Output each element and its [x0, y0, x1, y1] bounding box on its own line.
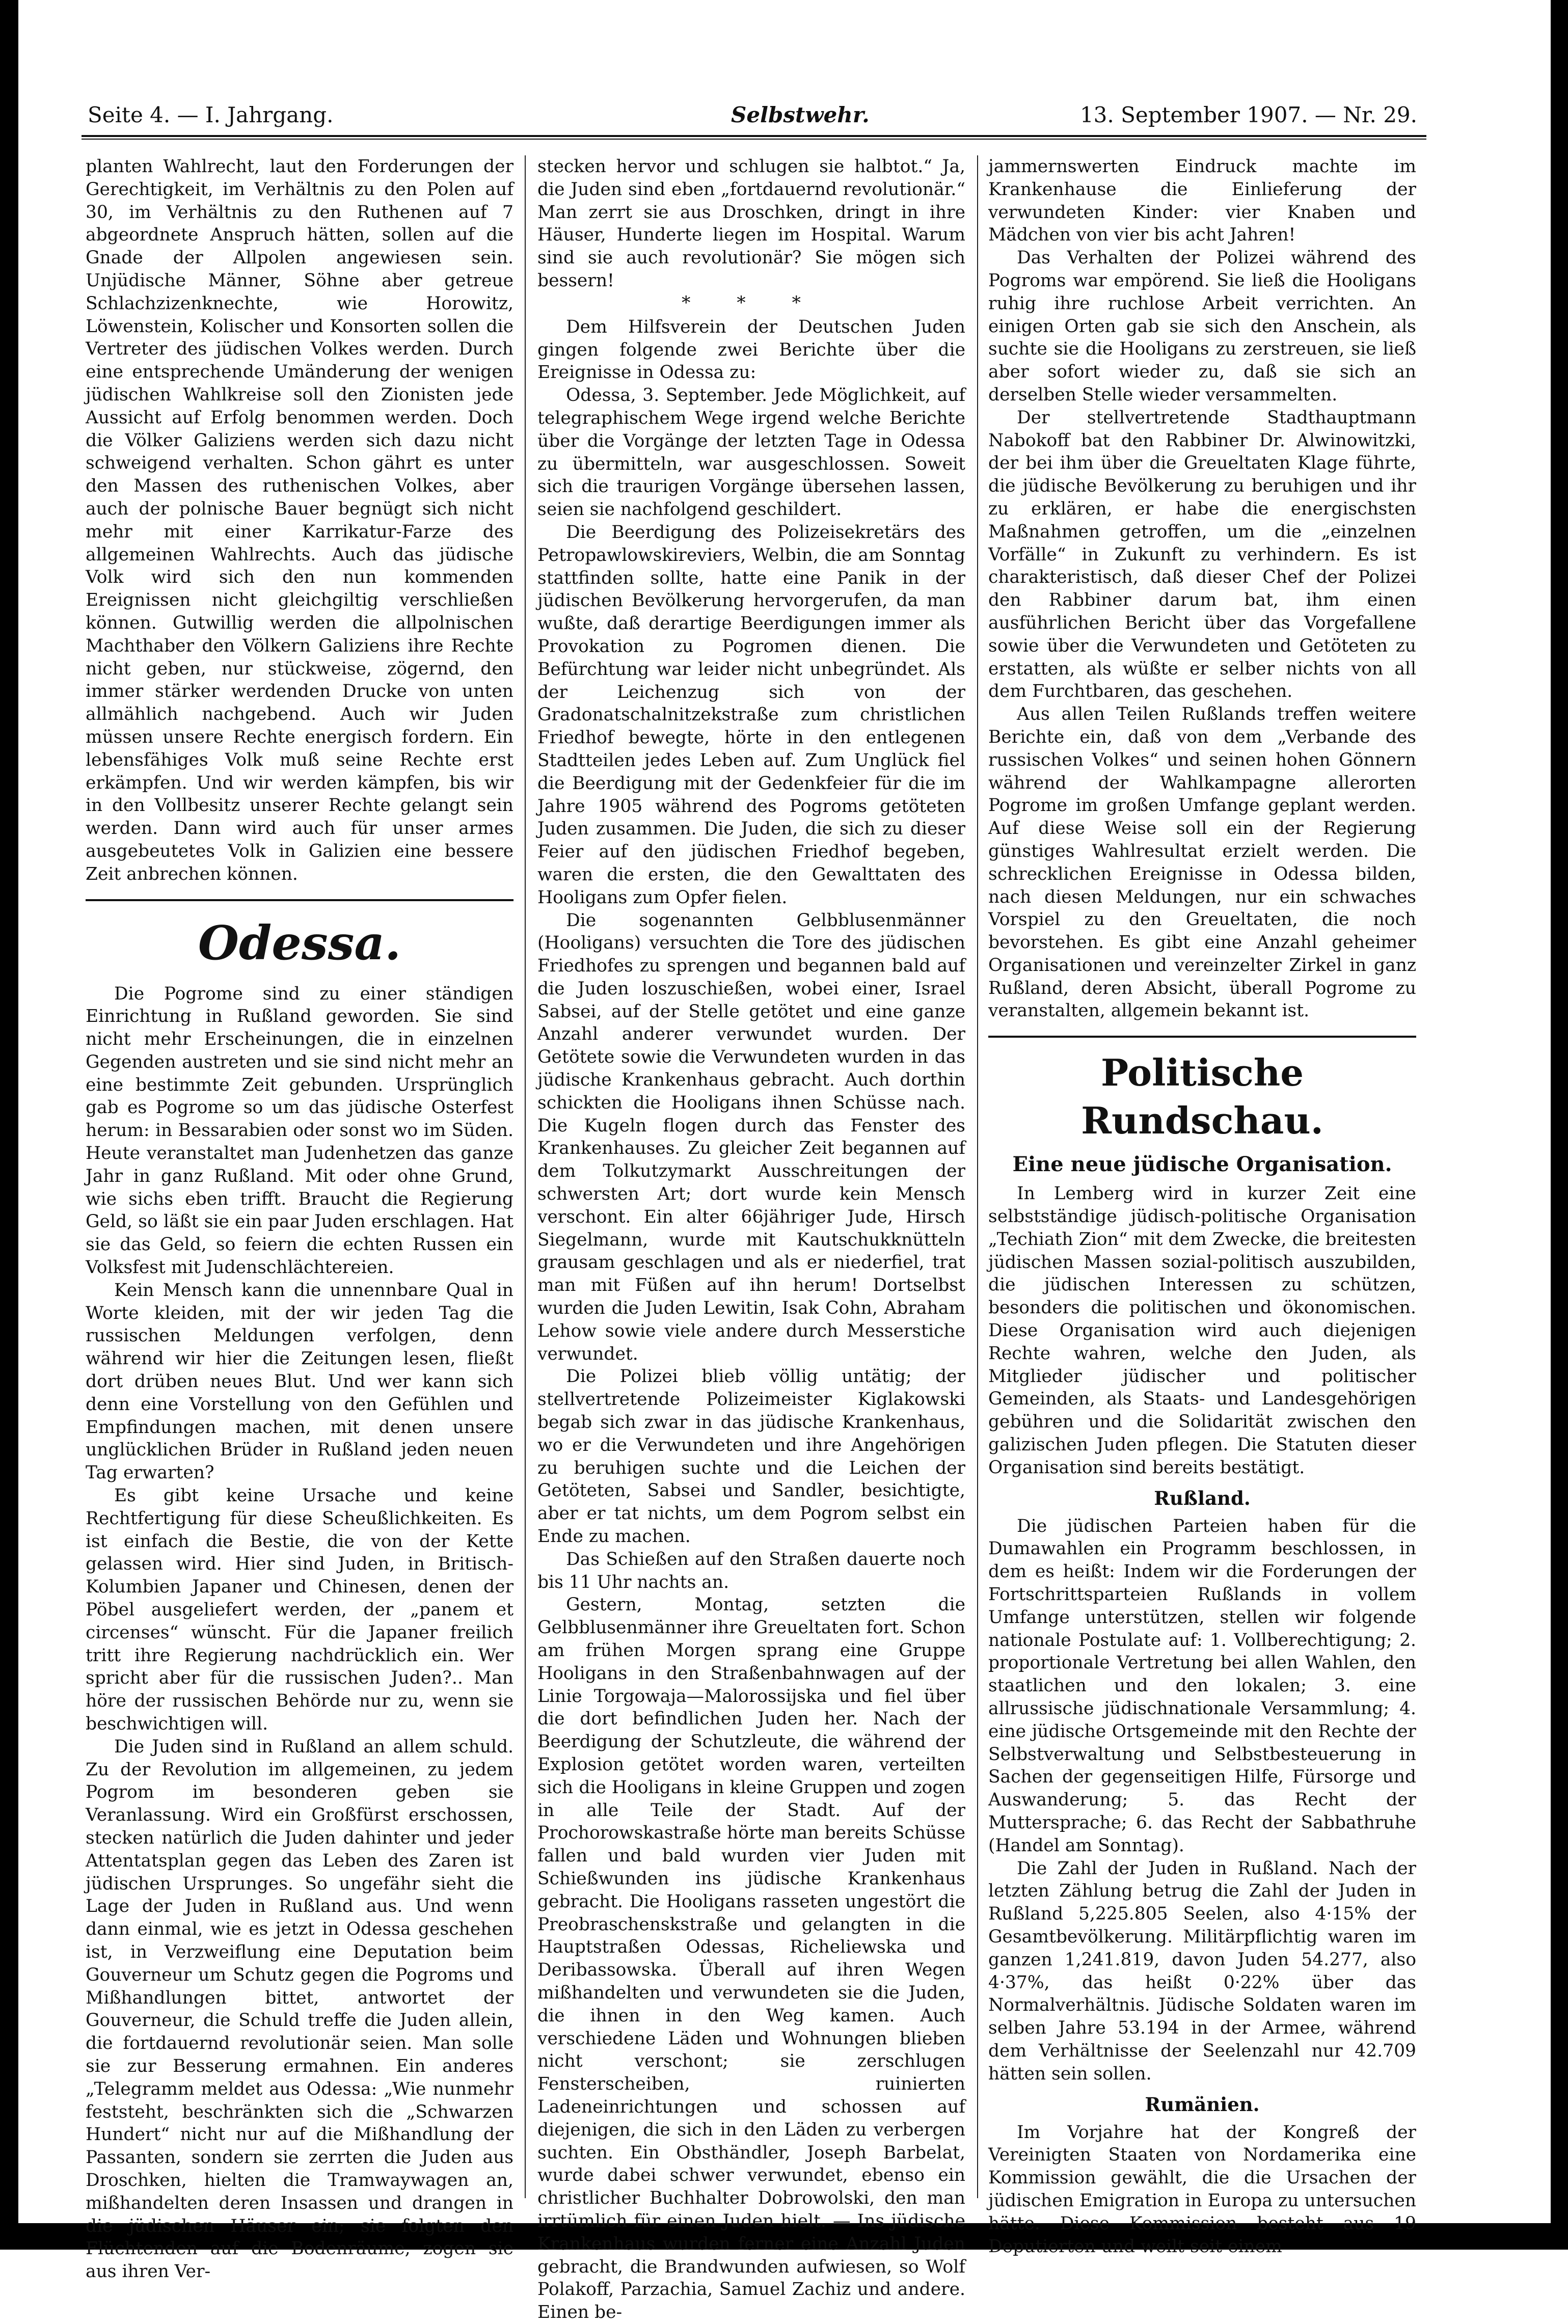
article-separator: [988, 1036, 1416, 1038]
article-paragraph: jammernswerten Eindruck machte im Krankenhause die Einlieferung der verwundeten Kinder: vier Knaben und Mädchen von vier bis acht Jahren!: [988, 156, 1416, 246]
subheading-russia: Rußland.: [1154, 1487, 1251, 1509]
article-paragraph: Das Verhalten der Polizei während des Pogroms war empörend. Sie ließ die Hooligans ruhig ihre ruchlose Arbeit verrichten. An einigen Orten gab sie sich den Anschein, als suchte sie die Hooligans zu zerstreuen, sie ließ aber sofort wieder zu, daß sie sich an derselben Stelle wieder versammelten.: [988, 248, 1416, 405]
section-title-political-review: Politische Rundschau.: [1081, 1051, 1323, 1143]
article-paragraph: planten Wahlrecht, laut den Forderungen der Gerechtigkeit, im Verhältnis zu den Polen auf 30, im Verhältnis zu den Ruthenen auf 7 abgeordnete Anspruch hätten, sollen auf die Gnade der Allpolen angewiesen sein. Unjüdische Männer, Söhne aber getreue Schlachzizenknechte, wie Horowitz, Löwenstein, Kolischer und Konsorten sollen die Vertreter des jüdischen Volkes werden. Durch eine entsprechende Umänderung der wenigen jüdischen Wahlkreise soll den Zionisten jede Aussicht auf Erfolg benommen werden. Doch die Völker Galiziens werden sich dazu nicht schweigend verhalten. Schon gährt es unter den Massen des ruthenischen Volkes, aber auch der polnische Bauer begnügt sich nicht mehr mit einer Karrikatur-Farze des allgemeinen Wahlrechts. Auch das jüdische Volk wird sich den nun kommenden Ereignissen nicht gleichgiltig verschließen können. Gutwillig werden die allpolnischen Machthaber den Völkern Galiziens ihre Rechte nicht geben, nur stückweise, zögernd, den immer stärker werdenden Drucke von unten allmählich nachgebend. Auch wir Juden müssen unsere Rechte energisch fordern. Ein lebensfähiges Volk muß seine Rechte erst erkämpfen. Und wir werden kämpfen, bis wir in den Vollbesitz unserer Rechte gelangt sein werden. Dann wird auch für unser armes ausgebeutetes Volk in Galizien eine bessere Zeit anbrechen können.: [86, 156, 513, 884]
article-paragraph: Kein Mensch kann die unnennbare Qual in Worte kleiden, mit der wir jeden Tag die russischen Meldungen verfolgen, denn während wir hier die Zeitungen lesen, fließt dort drüben neues Blut. Und wer kann sich denn eine Vorstellung von den Gefühlen und Empfindungen machen, mit denen unsere unglücklichen Brüder in Rußland jeden neuen Tag erwarten?: [86, 1280, 513, 1483]
subheading-new-organisation: Eine neue jüdische Organisation.: [1012, 1152, 1392, 1177]
article-paragraph: Die jüdischen Parteien haben für die Dumawahlen ein Programm beschlossen, in dem es heißt: Indem wir die Forderungen der Fortschrittsparteien Rußlands in vollem Umfange unterstützen, stellen wir folgende nationale Postulate auf: 1. Vollberechtigung; 2. proportionale Vertretung bei allen Wahlen, den staatlichen und den lokalen; 3. eine allrussische jüdischnationale Versammlung; 4. eine jüdische Ortsgemeinde mit den Rechte der Selbstverwaltung und Selbstbesteuerung in Sachen der gegenseitigen Hilfe, Fürsorge und Auswanderung; 5. das Recht der Muttersprache; 6. das Recht der Sabbathruhe (Handel am Sonntag).: [988, 1516, 1416, 1856]
odessa-article: [86, 983, 513, 2283]
article-paragraph: Die Pogrome sind zu einer ständigen Einrichtung in Rußland geworden. Sie sind nicht mehr Erscheinungen, die in einzelnen Gegenden austreten und sie sind nicht mehr an eine bestimmte Zeit gebunden. Ursprünglich gab es Pogrome so um das jüdische Osterfest herum: in Bessarabien oder sonst wo im Süden. Heute veranstaltet man Judenhetzen das ganze Jahr in ganz Rußland. Mit oder ohne Grund, wie sichs eben trifft. Braucht die Regierung Geld, so läßt sie ein paar Juden erschlagen. Hat sie das Geld, so feiern die echten Russen ein Volksfest mit Judenschlächtereien.: [86, 983, 513, 1278]
scan-edge-left: [0, 0, 18, 2250]
column-divider: [977, 155, 978, 2198]
article-paragraph: Die Beerdigung des Polizeisekretärs des Petropawlowskireviers, Welbin, die am Sonntag stattfinden sollte, hatte eine Panik in der jüdischen Bevölkerung hervorgerufen, da man wußte, daß derartige Beerdigungen immer als Provokation zu Pogromen dienen. Die Befürchtung war leider nicht unbegründet. Als der Leichenzug sich von der Gradonatschalnitzekstraße zum christlichen Friedhof bewegte, hörte in den entlegenen Stadtteilen jedes Leben auf. Zum Unglück fiel die Beerdigung mit der Gedenkfeier für die im Jahre 1905 während des Pogroms getöteten Juden zusammen. Die Juden, die sich zu dieser Feier auf den jüdischen Friedhof begeben, waren die ersten, die den Gewalttaten des Hooligans zum Opfer fielen.: [537, 522, 965, 908]
article-paragraph: Das Schießen auf den Straßen dauerte noch bis 11 Uhr nachts an.: [537, 1549, 965, 1592]
article-paragraph: Die Polizei blieb völlig untätig; der stellvertretende Polizeimeister Kiglakowski begab sich zwar in das jüdische Krankenhaus, wo er die Verwundeten und ihre Angehörigen zu beruhigen suchte und die Leichen der Getöteten, Sabsei und Sandler, besichtigte, aber er tat nichts, um dem Pogrom selbst ein Ende zu machen.: [537, 1366, 965, 1547]
article-separator: [86, 899, 513, 901]
newspaper-page: [82, 99, 1426, 2323]
article-paragraph: In Lemberg wird in kurzer Zeit eine selbstständige jüdisch-politische Organisation „Techiath Zion“ mit dem Zwecke, die breitesten jüdischen Massen sozial-politisch auszubilden, die jüdischen Interessen zu schützen, besonders die politischen und ökonomischen. Diese Organisation wird auch diejenigen Rechte wahren, welche den Juden, als Mitglieder jüdischer und politischer Gemeinden, als Staats- und Landesgehörigen gebühren und die Solidarität zwischen den galizischen Juden pflegen. Die Statuten dieser Organisation sind bereits bestätigt.: [988, 1183, 1416, 1478]
column-3: [988, 155, 1416, 2257]
article-paragraph: Die sogenannten Gelbblusenmänner (Hooligans) versuchten die Tore des jüdischen Friedhofes zu sprengen und begannen bald auf die Juden loszuschießen, wobei einer, Israel Sabsei, auf der Stelle getötet und eine ganze Anzahl anderer verwundet wurden. Der Getötete sowie die Verwundeten wurden in das jüdische Krankenhaus gebracht. Auch dorthin schickten die Hooligans ihnen Schüsse nach. Die Kugeln flogen durch das Fenster des Krankenhauses. Zu gleicher Zeit begannen auf dem Tolkutzymarkt Ausschreitungen der schwersten Art; dort wurde kein Mensch verschont. Ein alter 66jähriger Jude, Hirsch Siegelmann, wurde mit Kautschukknütteln grausam geschlagen und als er niederfiel, trat man mit Füßen auf ihn herum! Dortselbst wurden die Juden Lewitin, Isak Cohn, Abraham Lehow sowie viele andere durch Messerstiche verwundet.: [537, 910, 965, 1364]
page-header: [82, 99, 1426, 131]
article-paragraph: Die Zahl der Juden in Rußland. Nach der letzten Zählung betrug die Zahl der Juden in Rußland 5,225.805 Seelen, also 4·15% der Gesamtbevölkerung. Militärpflichtig waren im ganzen 1,241.819, davon Juden 54.277, also 4·37%, das heißt 0·22% über das Normalverhältnis. Jüdische Soldaten waren im selben Jahre 53.194 in der Armee, während dem Verhältnisse der Seelenzahl nur 42.709 hätten sein sollen.: [988, 1858, 1416, 2084]
column-divider: [525, 155, 526, 2198]
column-2: [537, 155, 965, 2323]
article-paragraph: Der stellvertretende Stadthauptmann Nabokoff bat den Rabbiner Dr. Alwinowitzki, der bei ihm über die Greueltaten Klage führte, die jüdische Bevölkerung zu beruhigen und ihr zu erklären, er habe die energischsten Maßnahmen getroffen, um die „einzelnen Vorfälle“ in Zukunft zu verhindern. Es ist charakteristisch, daß dieser Chef der Polizei den Rabbiner darum bat, ihm einen ausführlichen Bericht über das Vorgefallene sowie über die Verwundeten und Getöteten zu erstatten, als wüßte er selber nichts von all dem Furchtbaren, das geschehen.: [988, 407, 1416, 702]
galicia-article-end: [86, 155, 513, 886]
article-paragraph: stecken hervor und schlugen sie halbtot.“ Ja, die Juden sind eben „fortdauernd revolutionär.“ Man zerrt sie aus Droschken, dringt in ihre Häuser, Hunderte liegen im Hospital. Warum sind sie auch revolutionär? Sie mögen sich bessern!: [537, 156, 965, 291]
article-title-odessa: Odessa.: [198, 915, 401, 970]
scan-edge-right: [1551, 0, 1568, 2250]
article-paragraph: Odessa, 3. September. Jede Möglichkeit, auf telegraphischem Wege irgend welche Berichte über die Vorgänge der letzten Tage in Odessa zu übermitteln, war ausgeschlossen. Soweit sich die traurigen Vorgänge übersehen lassen, seien sie nachfolgend geschildert.: [537, 385, 965, 520]
header-rule: [82, 135, 1426, 140]
page-number-volume: Seite 4. — I. Jahrgang.: [88, 102, 334, 127]
article-paragraph: Die Juden sind in Rußland an allem schuld. Zu der Revolution im allgemeinen, zu jedem Pogrom im besonderen geben sie Veranlassung. Wird ein Großfürst erschossen, stecken natürlich die Juden dahinter und jeder Attentatsplan gegen das Leben des Zaren ist jüdischen Ursprunges. So ungefähr sieht die Lage der Juden in Rußland aus. Und wenn dann einmal, wie es jetzt in Odessa geschehen ist, in Verzweiflung eine Deputation beim Gouverneur um Schutz gegen die Pogroms und Mißhandlungen bittet, antwortet der Gouverneur, die Schuld treffe die Juden allein, die fortdauernd revolutionär seien. Man solle sie zur Besserung ermahnen. Ein anderes „Telegramm meldet aus Odessa: „Wie nunmehr feststeht, beschränkten sich die „Schwarzen Hundert“ nicht nur auf die Mißhandlung der Passanten, sondern sie zerrten die Juden aus Droschken, hielten die Tramwaywagen an, mißhandelten deren Insassen und drangen in die jüdischen Häuser ein; sie folgten den Flüchtenden auf die Bodenräume, zogen sie aus ihren Ver-: [86, 1736, 513, 2282]
article-paragraph: Im Vorjahre hat der Kongreß der Vereinigten Staaten von Nordamerika eine Kommission gewählt, die die Ursachen der jüdischen Emigration in Europa zu untersuchen hätte. Diese Kommission besteht aus 19 Deputierten und weilt seit einem: [988, 2122, 1416, 2257]
column-1: [86, 155, 513, 2282]
article-paragraph: Dem Hilfsverein der Deutschen Juden gingen folgende zwei Berichte über die Ereignisse in Odessa zu:: [537, 316, 965, 383]
article-paragraph: Es gibt keine Ursache und keine Rechtfertigung für diese Scheußlichkeiten. Es ist einfach die Bestie, die von der Kette gelassen wird. Hier sind Juden, in Britisch-Kolumbien Japaner und Chinesen, denen der Pöbel ausgeliefert werden, der „panem et circenses“ wünscht. Für die Japaner freilich tritt ihre Regierung nachdrücklich ein. Wer spricht aber für die russischen Juden?.. Man höre der russischen Behörde nur zu, wenn sie beschwichtigen will.: [86, 1485, 513, 1734]
subheading-romania: Rumänien.: [1145, 2093, 1260, 2116]
masthead-title: Selbstwehr.: [731, 102, 870, 127]
article-paragraph: Aus allen Teilen Rußlands treffen weitere Berichte ein, daß von dem „Verbande des russischen Volkes“ und seinen hohen Gönnern während der Wahlkampagne allerorten Pogrome im großen Umfange geplant werden. Auf diese Weise soll ein der Regierung günstiges Wahlresultat erzielt werden. Die schrecklichen Ereignisse in Odessa bilden, nach diesen Meldungen, nur ein schwaches Vorspiel zu den Greueltaten, die noch bevorstehen. Es gibt eine Anzahl geheimer Organisationen und vereinzelter Zirkel in ganz Rußland, deren Absicht, überall Pogrome zu veranstalten, allgemein bekannt ist.: [988, 704, 1416, 1021]
section-stars: * * *: [682, 292, 821, 313]
issue-date-number: 13. September 1907. — Nr. 29.: [1079, 102, 1417, 127]
article-paragraph: Gestern, Montag, setzten die Gelbblusenmänner ihre Greueltaten fort. Schon am frühen Morgen sprang eine Gruppe Hooligans in den Straßenbahnwagen auf der Linie Torgowaja—Malorossijska und fiel über die dort befindlichen Juden her. Nach der Beerdigung der Schutzleute, die während der Explosion getötet worden waren, verteilten sich die Hooligans in kleine Gruppen und zogen in alle Teile der Stadt. Auf der Prochorowskastraße hörte man bereits Schüsse fallen und bald wurden vier Juden mit Schießwunden ins jüdische Krankenhaus gebracht. Die Hooligans rasseten ungestört die Preobraschenskstraße und gelangten in die Hauptstraßen Odessas, Richeliewska und Deribassowska. Überall auf ihren Wegen mißhandelten und verwundeten sie die Juden, die ihnen in den Weg kamen. Auch verschiedene Läden und Wohnungen blieben nicht verschont; sie zerschlugen Fensterscheiben, ruinierten Ladeneinrichtungen und schossen auf diejenigen, die sich in den Läden zu verbergen suchten. Ein Obsthändler, Joseph Barbelat, wurde dabei schwer verwundet, ebenso ein christlicher Buchhalter Dobrowolski, den man irrtümlich für einen Juden hielt. — Ins jüdische Krankenhaus wurden ferner eine Anzahl Juden gebracht, die Brandwunden aufwiesen, so Wolf Polakoff, Parzachia, Samuel Zachiz und andere. Einen be-: [537, 1595, 965, 2323]
